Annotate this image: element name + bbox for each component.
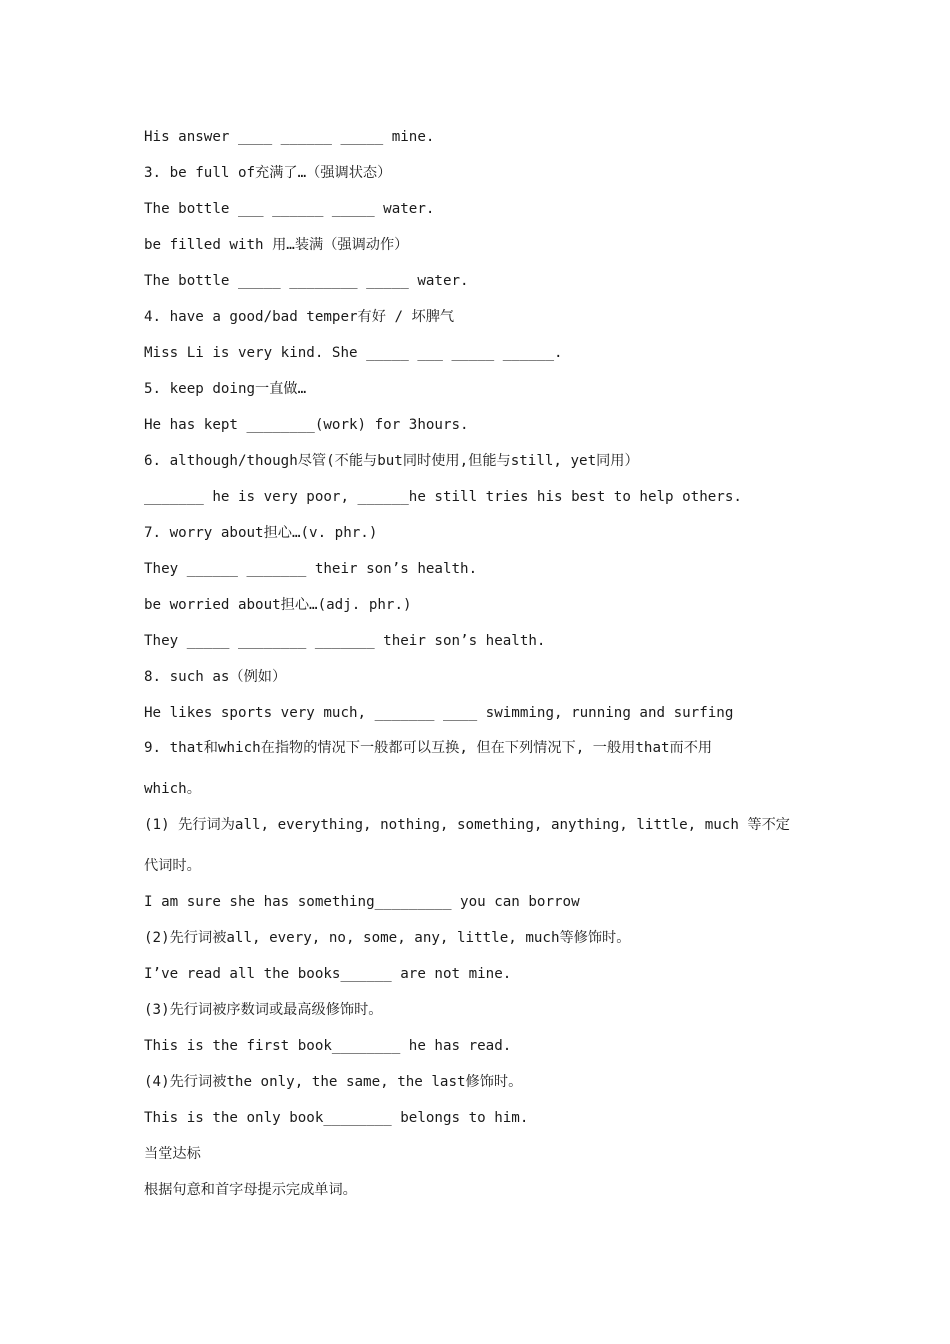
text-line: His answer ____ ______ _____ mine.	[144, 129, 435, 145]
text-line: They _____ ________ _______ their son’s health.	[144, 633, 546, 649]
text-line: (2)先行词被all, every, no, some, any, little, much等修饰时。	[144, 930, 631, 946]
text-line: 8. such as（例如）	[144, 669, 287, 685]
text-line: 6. although/though尽管(不能与but同时使用,但能与still, yet同用）	[144, 453, 639, 469]
text-line: (1) 先行词为all, everything, nothing, something, anything, little, much 等不定	[144, 817, 790, 833]
text-line: 5. keep doing一直做…	[144, 381, 307, 397]
text-line: They ______ _______ their son’s health.	[144, 561, 478, 577]
text-line: 代词时。	[144, 858, 201, 874]
text-line: 7. worry about担心…(v. phr.)	[144, 525, 378, 541]
text-line: Miss Li is very kind. She _____ ___ _____ ______.	[144, 345, 563, 361]
text-line: The bottle ___ ______ _____ water.	[144, 201, 435, 217]
text-line: _______ he is very poor, ______he still tries his best to help others.	[144, 489, 742, 505]
section-heading: 当堂达标	[144, 1146, 201, 1162]
text-line: be worried about担心…(adj. phr.)	[144, 597, 412, 613]
text-line: be filled with 用…装满（强调动作）	[144, 237, 409, 253]
text-line: 4. have a good/bad temper有好 / 坏脾气	[144, 309, 455, 325]
text-line: This is the first book________ he has read.	[144, 1038, 512, 1054]
text-line: He likes sports very much, _______ ____ swimming, running and surfing	[144, 705, 734, 721]
instruction-text: 根据句意和首字母提示完成单词。	[144, 1182, 357, 1198]
text-line: 9. that和which在指物的情况下一般都可以互换, 但在下列情况下, 一般用that而不用	[144, 740, 713, 756]
text-line: He has kept ________(work) for 3hours.	[144, 417, 469, 433]
text-line: 3. be full of充满了…（强调状态）	[144, 165, 392, 181]
text-line: I’ve read all the books______ are not mine.	[144, 966, 512, 982]
text-line: I am sure she has something_________ you can borrow	[144, 894, 580, 910]
text-line: The bottle _____ ________ _____ water.	[144, 273, 469, 289]
text-line: (4)先行词被the only, the same, the last修饰时。	[144, 1074, 523, 1090]
text-line: (3)先行词被序数词或最高级修饰时。	[144, 1002, 383, 1018]
text-line: which。	[144, 781, 201, 797]
text-line: This is the only book________ belongs to him.	[144, 1110, 529, 1126]
